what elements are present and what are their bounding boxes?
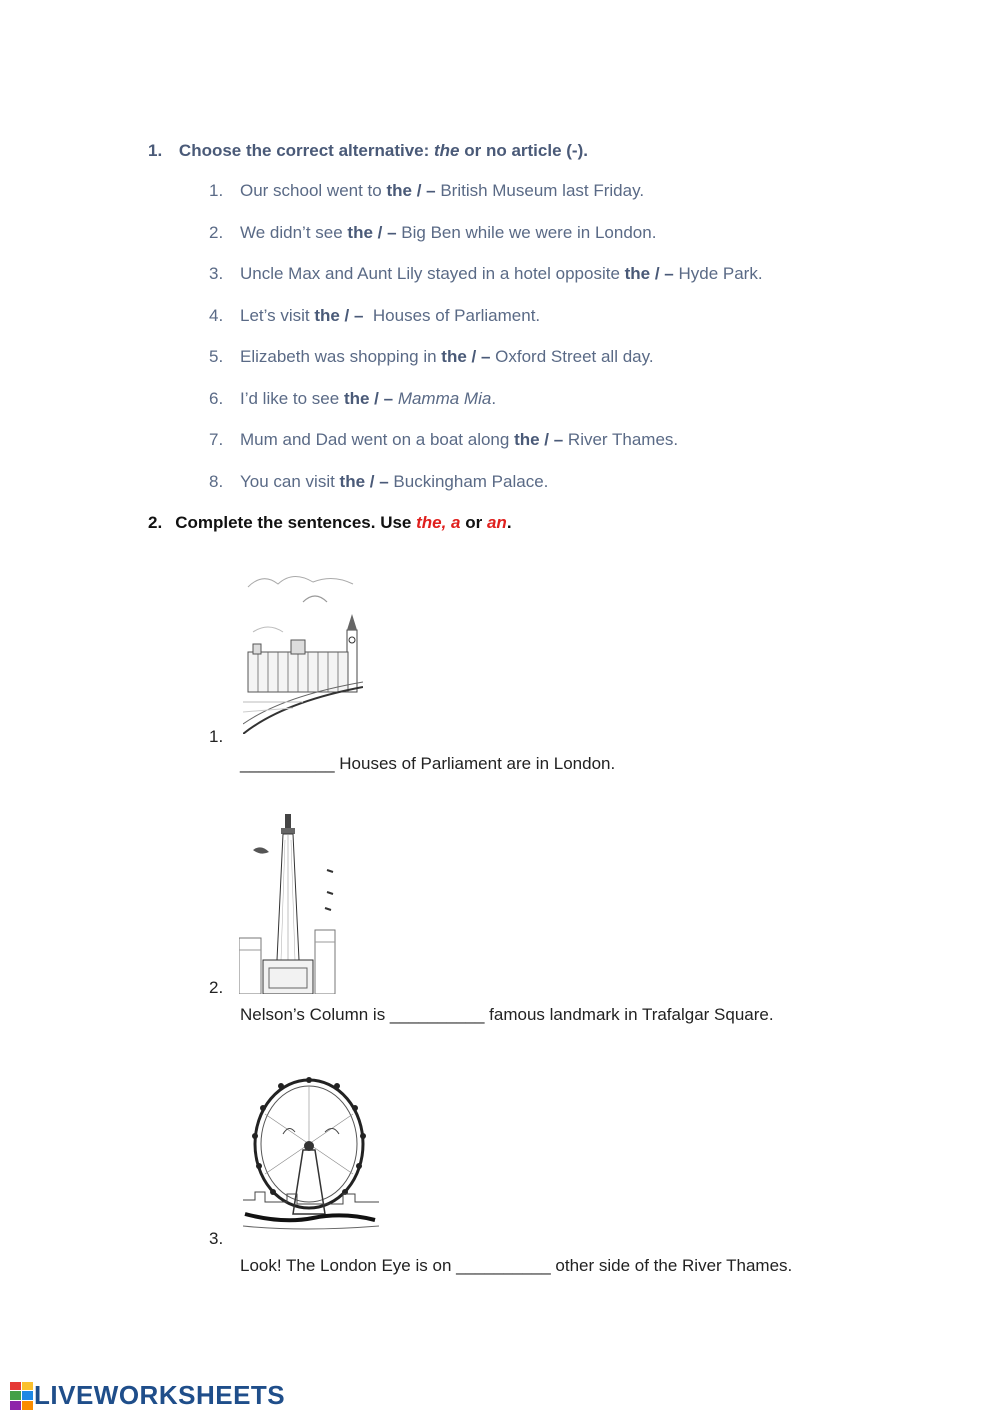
exercise1-item: We didn’t see the / – Big Ben while we were in London. bbox=[240, 223, 657, 242]
choice-the-or-none[interactable]: the / – bbox=[514, 430, 564, 449]
choice-the-or-none[interactable]: the / – bbox=[624, 264, 674, 283]
item-number: 3. bbox=[209, 1229, 224, 1248]
liveworksheets-blocks-icon bbox=[10, 1382, 34, 1410]
fill-in-sentence[interactable]: Nelson’s Column is __________ famous landmark in Trafalgar Square. bbox=[240, 1005, 774, 1024]
houses-of-parliament-drawing bbox=[243, 562, 363, 734]
choice-the-or-none[interactable]: the / – bbox=[343, 389, 394, 408]
item-number: 4. bbox=[209, 306, 224, 325]
section2-heading: 2. Complete the sentences. Use the, a or an. bbox=[148, 513, 512, 532]
item-number: 1. bbox=[209, 727, 224, 746]
item-number: 5. bbox=[209, 347, 224, 366]
choice-the-or-none[interactable]: the / – bbox=[339, 472, 389, 491]
fill-in-sentence[interactable]: Look! The London Eye is on __________ other side of the River Thames. bbox=[240, 1256, 793, 1275]
choice-the-or-none[interactable]: the / – bbox=[347, 223, 397, 242]
logo-text: LIVEWORKSHEETS bbox=[34, 1380, 286, 1410]
exercise1-item: You can visit the / – Buckingham Palace. bbox=[240, 472, 549, 491]
liveworksheets-logo bbox=[10, 1380, 285, 1411]
fill-in-sentence[interactable]: __________ Houses of Parliament are in London. bbox=[240, 754, 616, 773]
exercise1-item: Uncle Max and Aunt Lily stayed in a hotel opposite the / – Hyde Park. bbox=[240, 264, 763, 283]
exercise1-item: I’d like to see the / – Mamma Mia. bbox=[240, 389, 497, 408]
item-number: 2. bbox=[209, 978, 224, 997]
london-eye-drawing bbox=[243, 1074, 379, 1234]
item-number: 8. bbox=[209, 472, 224, 491]
item-number: 2. bbox=[209, 223, 224, 242]
item-number: 7. bbox=[209, 430, 224, 449]
exercise1-item: Elizabeth was shopping in the / – Oxford Street all day. bbox=[240, 347, 654, 366]
nelsons-column-drawing bbox=[239, 810, 337, 994]
exercise1-item: Let’s visit the / – Houses of Parliament. bbox=[240, 306, 541, 325]
exercise1-item: Our school went to the / – British Museum last Friday. bbox=[240, 181, 645, 200]
item-number: 3. bbox=[209, 264, 224, 283]
item-number: 1. bbox=[209, 181, 224, 200]
choice-the-or-none[interactable]: the / – bbox=[386, 181, 436, 200]
exercise1-item: Mum and Dad went on a boat along the / – River Thames. bbox=[240, 430, 679, 449]
choice-the-or-none[interactable]: the / – bbox=[314, 306, 364, 325]
item-number: 6. bbox=[209, 389, 224, 408]
section1-heading: 1. Choose the correct alternative: the or no article (-). bbox=[148, 141, 588, 160]
choice-the-or-none[interactable]: the / – bbox=[441, 347, 491, 366]
